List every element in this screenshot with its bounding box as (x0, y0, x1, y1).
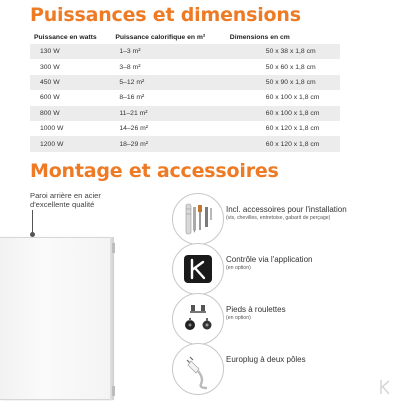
cell-heating: 8–16 m² (119, 94, 145, 102)
mounting-clip (112, 386, 115, 396)
cell-power: 600 W (40, 94, 60, 102)
cell-power: 1000 W (40, 125, 64, 133)
table-row (30, 136, 340, 151)
column-header-power: Puissance en watts (34, 33, 97, 41)
cell-power: 130 W (30, 44, 111, 59)
plug-icon (172, 343, 224, 395)
accessory-title: Pieds à roulettes (226, 305, 286, 314)
cell-dimensions: 60 x 100 x 1,8 cm (226, 106, 340, 121)
cell-power: 450 W (30, 75, 111, 90)
callout-leader-line (32, 210, 33, 234)
table-row (30, 44, 340, 59)
table-row (30, 59, 340, 74)
accessory-subtitle: (vis, chevilles, entretoise, gabarit de perçage) (226, 215, 331, 221)
cell-heating: 5–12 m² (111, 75, 225, 90)
accessory-subtitle: (en option) (226, 265, 251, 271)
cell-heating: 18–29 m² (111, 136, 225, 151)
table-row (30, 90, 340, 105)
cell-heating: 14–26 m² (119, 125, 149, 133)
cell-power: 300 W (40, 63, 60, 71)
cell-dimensions: 50 x 60 x 1,8 cm (265, 63, 316, 71)
cell-power: 1200 W (30, 136, 111, 151)
cell-dimensions: 60 x 100 x 1,8 cm (265, 94, 320, 102)
accessory-title: Contrôle via l'application (226, 255, 313, 264)
app-logo-icon (172, 243, 224, 295)
panel-callout-label: Paroi arrière en acier d'excellente qualité (30, 191, 101, 209)
cell-heating: 1–3 m² (111, 44, 225, 59)
cell-heating: 3–8 m² (119, 63, 141, 71)
table-row (30, 106, 340, 121)
accessory-title: Incl. accessoires pour l'installation (226, 205, 347, 214)
accessory-caster-feet (172, 293, 392, 349)
heater-panel-image (0, 237, 112, 400)
cell-heating: 11–21 m² (111, 106, 225, 121)
table-row (30, 121, 340, 136)
screws-icon (172, 193, 224, 245)
cell-dimensions: 50 x 90 x 1,8 cm (226, 75, 340, 90)
heater-panel-edge (110, 237, 114, 400)
accessory-app-control (172, 243, 392, 299)
brand-watermark-icon (376, 378, 394, 396)
column-header-dimensions: Dimensions en cm (229, 33, 290, 41)
column-header-heating: Puissance calorifique en m² (115, 33, 206, 41)
specs-table (30, 30, 340, 152)
cell-dimensions: 60 x 120 x 1,8 cm (226, 136, 340, 151)
table-row (30, 75, 340, 90)
section-title-mounting: Montage et accessoires (30, 160, 279, 182)
caster-feet-icon (172, 293, 224, 345)
mounting-clip (112, 243, 115, 253)
cell-dimensions: 50 x 38 x 1,8 cm (226, 44, 340, 59)
section-title-power: Puissances et dimensions (30, 4, 301, 26)
accessory-subtitle: (en option) (226, 315, 251, 321)
cell-power: 800 W (30, 106, 111, 121)
accessory-europlug (172, 343, 392, 399)
table-header-row (30, 30, 340, 44)
accessory-title: Europlug à deux pôles (226, 355, 306, 364)
accessory-installation-kit (172, 193, 392, 249)
cell-dimensions: 60 x 120 x 1,8 cm (265, 125, 320, 133)
